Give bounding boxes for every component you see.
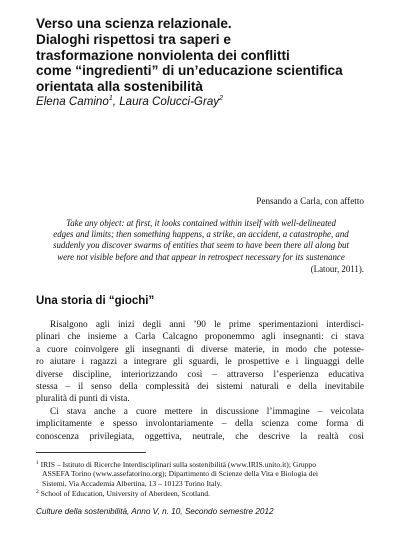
page-footer: Culture della sostenibilità, Anno V, n. 10, Secondo semestre 2012 [36,507,274,516]
title-line: Dialoghi rispettosi tra saperi e [36,31,231,47]
footnote-line [36,459,366,469]
dedication: Pensando a Carla, con affetto [256,196,364,206]
author-separator: , [112,95,120,108]
body-line: Ci stava anche a cuore mettere in discussione l’immagine – veicolata [50,406,364,417]
footnote-mark: 2 [36,489,39,496]
body-line: diverse discipline, interiorizzando così – attraverso l’esperienza educativa [36,369,364,380]
body-line: conoscenza privilegiata, oggettiva, neutrale, che descrive la realtà così [36,431,364,442]
author-list [36,95,223,108]
footnote-line [36,488,366,498]
title-line: trasformazione nonviolenta dei conflitti [36,47,290,63]
body-line: Risalgono agli inizi degli anni ’90 le prime sperimentazioni interdisci- [50,320,364,330]
section-heading: Una storia di “giochi” [36,295,155,307]
title-line: Verso una scienza relazionale. [36,16,232,31]
footnotes [36,459,366,499]
author-name: Elena Camino [36,95,109,108]
title-line: orientata alla sostenibilità [36,79,203,95]
body-line: implicitamente e spesso involontariamente – della scienza come forma di [36,419,364,430]
footnote-text: IRIS – Istituto di Ricerche Interdisciplinari sulla sostenibilità (www.IRIS.unito.it); Gruppo [40,460,317,469]
body-line: a cuore coinvolgere gli insegnanti di diverse materie, in modo che potesse- [36,344,364,355]
article-title [36,16,366,95]
footnote-divider [36,452,146,453]
title-line: come “ingredienti” di un’educazione scientifica [36,63,343,79]
body-line: stessa – il senso della complessità dei sistemi naturali e della inevitabile [36,382,364,393]
footnote-text: School of Education, University of Aberdeen, Scotland. [40,489,211,499]
epigraph-line: suddenly you discover swarms of entities that seem to have been there all along but [53,240,349,251]
footnote-line: ASSEFA Torino (www.assefatorino.org); Dipartimento di Scienze della Vita e Biologia dei [42,469,318,479]
footnote-mark: 1 [36,460,39,466]
author-affiliation-mark: 2 [219,95,223,102]
author-affiliation-mark: 1 [108,95,113,102]
epigraph-line: edges and limits; then something happens, a strike, an accident, a catastrophe, and [53,229,349,240]
body-line: plinari che insieme a Carla Calcagno proponemmo agli insegnanti: ci stava [36,332,364,343]
body-line: ro aiutare i ragazzi a integrare gli sguardi, le prospettive e i linguaggi delle [36,357,364,368]
epigraph-line: were not visible before and that appear in retrospect necessary for its sustenance [57,251,345,262]
body-line: pluralità di punti di vista. [36,394,130,405]
epigraph-line: Take any object: at first, it looks contained within itself with well-delineated [66,218,336,228]
footnote-line: Sistemi, Via Accademia Albertina, 13 – 10123 Torino Italy. [42,478,222,488]
epigraph-attribution: (Latour, 2011). [310,264,364,274]
body-text [36,319,364,443]
epigraph-quote [36,218,366,263]
author-name: Laura Colucci-Gray [119,95,220,108]
